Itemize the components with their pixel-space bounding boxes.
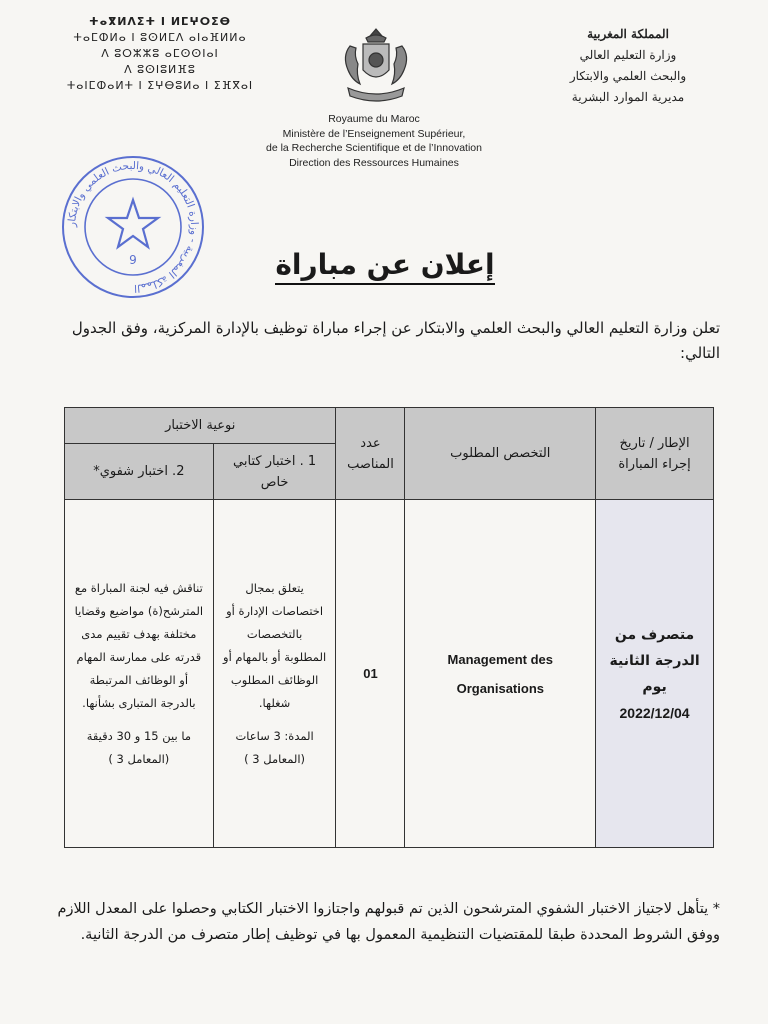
tifinagh-line: ⴷ ⵓⵔⵣⵣⵓ ⴰⵎⵙⵙⵏⴰⵏ bbox=[101, 47, 219, 60]
page-title bbox=[260, 248, 510, 281]
star-icon bbox=[108, 200, 158, 247]
written-line: شغلها. bbox=[258, 695, 291, 710]
header-positions: عدد المناصب bbox=[336, 408, 405, 500]
written-coefficient: (المعامل 3 ) bbox=[244, 751, 306, 766]
french-header-line: Ministère de l’Enseignement Supérieur, bbox=[282, 127, 466, 140]
header-exam-type: نوعية الاختبار bbox=[65, 408, 336, 444]
specialty-line: Organisations bbox=[456, 680, 544, 696]
tifinagh-header bbox=[60, 14, 260, 94]
header-specialty: التخصص المطلوب bbox=[405, 408, 596, 500]
stamp-ring-textpath: المملكة المغربية - وزارة التعليم العالي والبحث العلمي والابتكار bbox=[65, 159, 201, 295]
french-header bbox=[234, 112, 514, 170]
french-header-line: Royaume du Maroc bbox=[328, 113, 420, 125]
written-line: بالتخصصات bbox=[246, 626, 303, 641]
oral-line: قدرته على ممارسة المهام bbox=[76, 649, 202, 664]
footnote: * يتأهل لاجتياز الاختبار الشفوي المترشحون الذين تم قبولهم واجتازوا الاختبار الكتابي وحصلوا على المعدل اللازم ووفق الشروط المحددة طبقا للمقتضيات التنظيمية المعمول بها في توظيف إطار متصرف من الدرجة الثانية. bbox=[57, 901, 720, 943]
arabic-header bbox=[528, 24, 728, 108]
cell-written-exam bbox=[213, 500, 336, 848]
exam-date: 2022/12/04 bbox=[619, 704, 690, 721]
tifinagh-line: ⵜⴰⴳⵍⴷⵉⵜ ⵏ ⵍⵎⵖⵔⵉⴱ bbox=[88, 15, 231, 28]
stamp-number: 9 bbox=[129, 253, 137, 267]
intro-paragraph: تعلن وزارة التعليم العالي والبحث العلمي والابتكار عن إجراء مباراة توظيف بالإدارة المركزية، وفق الجدول التالي: bbox=[71, 319, 720, 362]
header-oral-exam: 2. اختبار شفوي* bbox=[65, 444, 214, 500]
written-line: الوظائف المطلوب bbox=[230, 672, 319, 687]
french-header-line: de la Recherche Scientifique et de l’Innovation bbox=[266, 142, 482, 154]
stamp-ring-text bbox=[66, 160, 200, 294]
cell-grade-date bbox=[596, 500, 714, 848]
oral-duration: ما بين 15 و 30 دقيقة bbox=[86, 728, 191, 743]
arabic-header-line: وزارة التعليم العالي bbox=[579, 48, 677, 62]
grade-line: الدرجة الثانية bbox=[609, 652, 700, 669]
coat-of-arms-emblem bbox=[330, 26, 422, 108]
french-header-line: Direction des Ressources Humaines bbox=[289, 156, 459, 169]
oral-line: المترشح(ة) مواضيع وقضايا bbox=[74, 603, 204, 618]
official-stamp bbox=[58, 152, 208, 302]
arabic-header-line: والبحث العلمي والابتكار bbox=[569, 69, 687, 83]
specialty-line: Management des bbox=[447, 651, 554, 667]
grade-line: يوم bbox=[642, 678, 667, 695]
cell-positions: 01 bbox=[336, 500, 405, 848]
cell-specialty bbox=[405, 500, 596, 848]
arabic-header-line: مديرية الموارد البشرية bbox=[571, 90, 685, 104]
arabic-header-line: المملكة المغربية bbox=[587, 27, 669, 41]
written-line: اختصاصات الإدارة أو bbox=[226, 603, 324, 618]
tifinagh-line: ⵜⴰⵎⵀⵍⴰ ⵏ ⵓⵙⵍⵎⴷ ⴰⵏⴰⴼⵍⵍⴰ bbox=[73, 31, 247, 44]
grade-line: متصرف من bbox=[614, 626, 695, 643]
written-line: المطلوبة أو بالمهام أو bbox=[223, 649, 327, 664]
oral-line: مختلفة بهدف تقييم مدى bbox=[81, 626, 197, 641]
cell-oral-exam bbox=[65, 500, 214, 848]
oral-line: بالدرجة المتبارى بشأنها. bbox=[82, 695, 196, 710]
oral-line: أو الوظائف المرتبطة bbox=[89, 672, 189, 687]
written-duration: المدة: 3 ساعات bbox=[235, 728, 314, 743]
tifinagh-line: ⵜⴰⵏⵎⵀⴰⵍⵜ ⵏ ⵉⵖⴱⵓⵍⴰ ⵏ ⵉⴼⴳⴰⵏ bbox=[66, 79, 254, 92]
competition-table bbox=[64, 407, 714, 848]
oral-coefficient: (المعامل 3 ) bbox=[108, 751, 170, 766]
header-grade-date: الإطار / تاريخ إجراء المباراة bbox=[596, 408, 714, 500]
tifinagh-line: ⴷ ⵓⵙⵏⵓⵍⴼⵓ bbox=[124, 63, 196, 76]
header-written-exam: 1 . اختبار كتابي خاص bbox=[213, 444, 336, 500]
page-title-text: إعلان عن مباراة bbox=[275, 248, 494, 285]
written-line: يتعلق بمجال bbox=[245, 580, 304, 595]
oral-line: تناقش فيه لجنة المباراة مع bbox=[74, 580, 203, 595]
